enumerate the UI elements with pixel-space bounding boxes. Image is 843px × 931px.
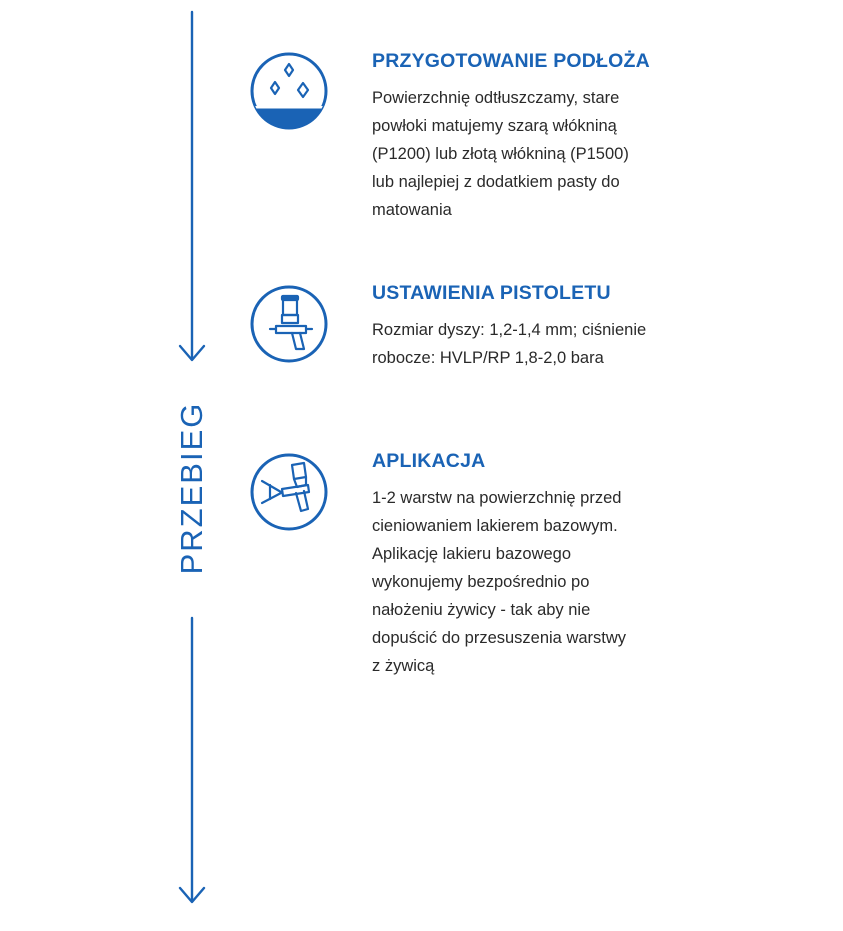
- spray-application-icon: [248, 451, 330, 533]
- step-description: Rozmiar dyszy: 1,2-1,4 mm; ciśnienie robocze: HVLP/RP 1,8-2,0 bara: [372, 321, 647, 367]
- step-description: Powierzchnię odtłuszczamy, stare powłoki matujemy szarą włókniną (P1200) lub złotą włókniną (P1500) lub najlepiej z dodatkiem pasty do matowania: [372, 89, 629, 219]
- step-description: 1-2 warstw na powierzchnię przed cieniowaniem lakierem bazowym. Aplikację lakieru bazowego wykonujemy bezpośrednio po nałożeniu żywicy - tak aby nie dopuścić do przesuszenia warstwy z żywicą: [372, 489, 627, 675]
- step-title: USTAWIENIA PISTOLETU: [372, 282, 611, 304]
- surface-prep-icon: [248, 50, 330, 132]
- side-label: PRZEBIEG: [174, 401, 209, 575]
- step-title: APLIKACJA: [372, 450, 486, 472]
- spray-gun-icon: [248, 283, 330, 365]
- step-title: PRZYGOTOWANIE PODŁOŻA: [372, 50, 650, 72]
